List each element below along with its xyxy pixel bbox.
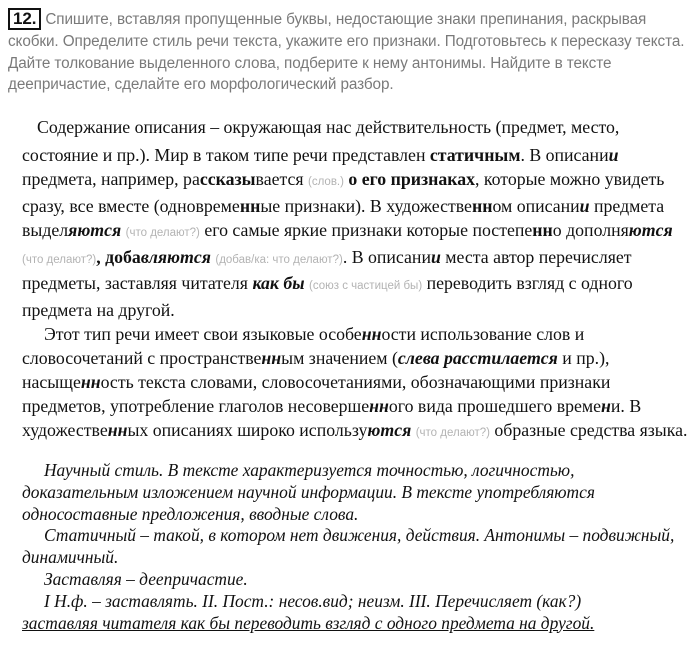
text-run: . В описани (520, 144, 609, 165)
paragraph-2 (22, 144, 690, 323)
answer-block (22, 460, 690, 634)
highlighted-phrase: слева расст (397, 348, 492, 369)
answer-definition: Статичный – такой, в котором нет движения, действия. Антонимы – подвижный, динамичный. (22, 525, 675, 568)
text-run: места автор перечисляет предметы, заставляя читателя (22, 246, 632, 294)
inserted-letter: нн (107, 419, 128, 440)
inserted-letter: нн (471, 195, 493, 216)
gray-note: (что делают?) (415, 426, 490, 439)
answer-participle: Заставляя – деепричастие. (44, 568, 248, 589)
text-run: . В описани (342, 246, 431, 267)
text-run: ые признаки). В художестве (260, 195, 472, 216)
text-run: , которые можно увидеть сразу, все вместе (одновреме (22, 168, 665, 216)
inserted-letter: нн (239, 195, 261, 216)
text-run: ых описаниях широко использу (127, 419, 368, 440)
inserted-letter: нн (361, 324, 382, 345)
inserted-letter: нн (80, 372, 101, 393)
gray-note: (что делают?) (125, 226, 200, 239)
task-text: Спишите, вставляя пропущенные буквы, недостающие знаки препинания, раскрывая скобки. Определите стиль речи текста, укажите его признаки. Подготовьтесь к пересказу текста. Дайте толкование выделенного слова, подберите к нему антонимы. Найдите в тексте деепричастие, сделайте его морфологический разбор. (8, 11, 685, 94)
text-run: Этот тип речи имеет свои языковые особе (44, 324, 362, 345)
text-run: ом описани (492, 195, 580, 216)
inserted-letter: вляются (140, 246, 211, 267)
inserted-letter: н (601, 395, 611, 416)
text-run: , доба (96, 246, 141, 267)
inserted-letter: яются (68, 219, 122, 240)
paragraph-3 (22, 323, 690, 446)
inserted-letter: и (579, 195, 590, 216)
gray-note: (что делают?) (22, 253, 97, 266)
inserted-letter: сс (199, 168, 216, 189)
source-text (22, 116, 690, 446)
inserted-letter: ются (367, 419, 412, 440)
text-run: предмета выдел (22, 195, 665, 240)
text-run: переводить взгляд с одного предмета на другой. (22, 273, 633, 321)
text-run: его самые яркие признаки которые постепе (199, 219, 533, 240)
text-run: и пр.), насыще (22, 348, 610, 393)
text-run: о его признаках (343, 168, 476, 189)
gray-note: (слов.) (308, 175, 344, 188)
inserted-letter: нн (369, 395, 389, 416)
text-run: и. В художестве (22, 395, 642, 440)
inserted-letter: ются (628, 219, 673, 240)
inserted-letter: нн (261, 348, 282, 369)
answer-morph-analysis: I Н.ф. – заставлять. II. Пост.: несов.вид; неизм. III. Перечисляет (как?) (44, 590, 582, 611)
highlighted-phrase: лается (501, 348, 558, 369)
inserted-letter: нн (532, 219, 553, 240)
text-run: вается (255, 168, 308, 189)
inserted-letter: и (491, 348, 502, 369)
text-run: ым значением ( (281, 348, 398, 369)
highlighted-word: статичным (429, 144, 521, 165)
highlighted-phrase: как бы (252, 273, 305, 294)
inserted-letter: и (608, 144, 619, 165)
text-run: предмета, например, ра (22, 168, 200, 189)
gray-note: (добав/ка: что делают?) (215, 253, 343, 266)
gray-note: (союз с частицей бы) (309, 280, 423, 293)
text-run: состояние и пр.). Мир в таком типе речи представлен (22, 144, 430, 165)
text-run: ость текста словами, словосочетаниями, обозначающими признаки предметов, употребление глаголов несоверше (22, 372, 611, 416)
text-run: ости использование слов и словосочетаний с пространстве (22, 324, 585, 369)
answer-underlined-phrase: заставляя читателя как бы переводить взгляд с одного предмета на другой. (22, 612, 595, 633)
task-number: 12. (8, 8, 41, 30)
text-run: ого вида прошедшего време (388, 395, 602, 416)
inserted-letter: казы (215, 168, 256, 189)
answer-style: Научный стиль. В тексте характеризуется точностью, логичностью, доказательным изложением научной информации. В тексте употребляются односоставные предложения, вводные слова. (22, 460, 595, 524)
paragraph-1: Содержание описания – окружающая нас действительность (предмет, место, (37, 117, 620, 137)
text-run: образные средства языка. (489, 419, 688, 440)
task-instructions (8, 8, 692, 96)
text-run: о дополня (552, 219, 629, 240)
inserted-letter: и (430, 246, 441, 267)
